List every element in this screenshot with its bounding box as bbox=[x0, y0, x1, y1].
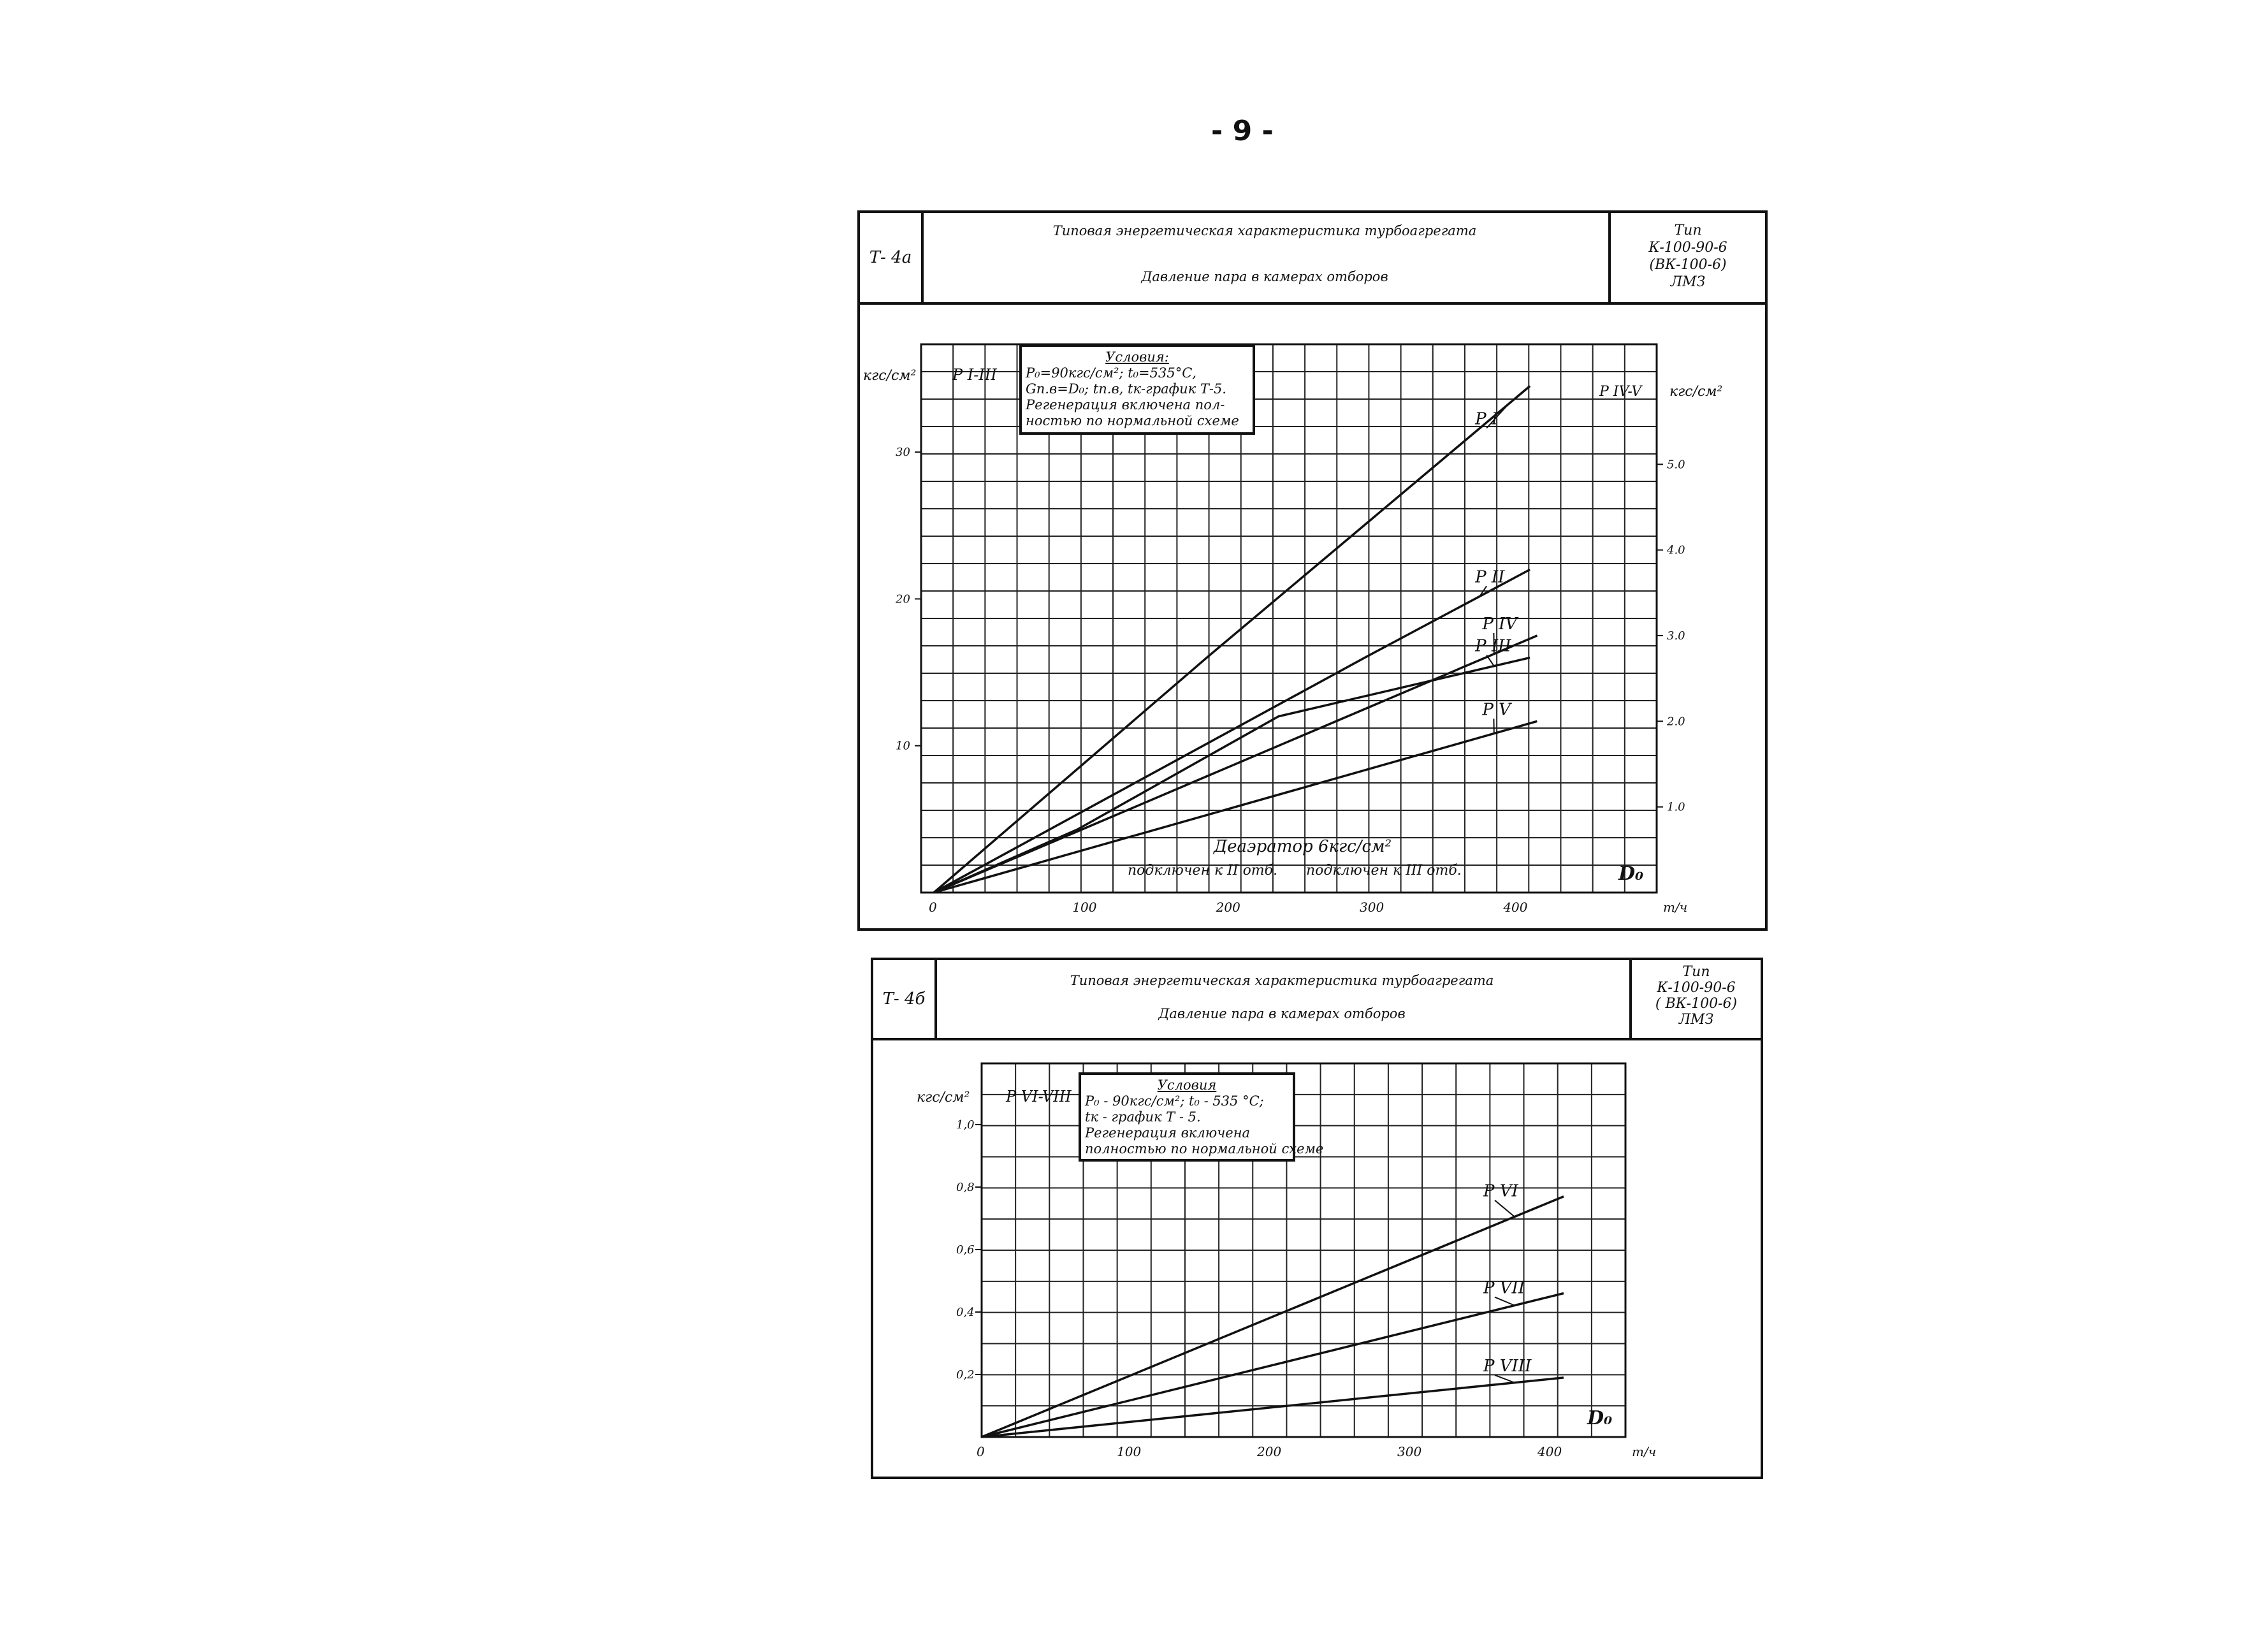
x-tick-label: 400 bbox=[1537, 1444, 1562, 1459]
conditions-heading: Условия bbox=[1157, 1077, 1217, 1093]
conditions-heading: Условия: bbox=[1105, 349, 1169, 365]
y-tick-label: 30 bbox=[896, 446, 910, 460]
right-tick-label: 2.0 bbox=[1667, 715, 1685, 729]
series-label: P I bbox=[1475, 409, 1499, 429]
series-leader bbox=[1495, 1297, 1515, 1306]
x-unit-label: т/ч bbox=[1632, 1444, 1657, 1459]
type-model: К-100-90-6 bbox=[1648, 240, 1727, 256]
sheet-title: Типовая энергетическая характеристика турбоагрегата bbox=[1070, 973, 1494, 988]
y-tick-label: 0,8 bbox=[956, 1181, 975, 1194]
y-tick-label: 10 bbox=[896, 739, 910, 753]
pressure-chart-1 bbox=[860, 213, 1765, 928]
conditions-box bbox=[1079, 1072, 1324, 1162]
right-axis-label: P IV-V bbox=[1599, 383, 1642, 400]
x-axis-label: D₀ bbox=[1587, 1407, 1613, 1429]
right-tick-label: 4.0 bbox=[1667, 543, 1685, 557]
series-line-p-viii bbox=[982, 1378, 1564, 1437]
y-tick-label: 0,4 bbox=[956, 1306, 975, 1319]
type-maker: ЛМЗ bbox=[1678, 1012, 1714, 1028]
chart-series bbox=[982, 1197, 1564, 1437]
type-maker: ЛМЗ bbox=[1670, 274, 1706, 290]
y-tick-label: 0,2 bbox=[956, 1368, 975, 1382]
x-unit-label: т/ч bbox=[1663, 900, 1688, 915]
pressure-chart-2 bbox=[873, 960, 1761, 1477]
chart-labels bbox=[1128, 404, 1518, 879]
sheet-code: Т- 4а bbox=[860, 213, 924, 302]
series-leader bbox=[1495, 1200, 1515, 1217]
x-tick-label: 300 bbox=[1360, 900, 1385, 915]
x-axis-label: D₀ bbox=[1618, 863, 1644, 885]
type-label: Тип bbox=[1674, 222, 1702, 238]
y-unit-label: кгс/см² bbox=[863, 368, 917, 384]
type-label: Тип bbox=[1682, 964, 1710, 980]
series-label: P V bbox=[1482, 700, 1511, 720]
sheet-code: Т- 4б bbox=[873, 960, 937, 1038]
x-tick-label: 0 bbox=[977, 1444, 985, 1459]
y-axis-label: P I-III bbox=[952, 366, 997, 384]
x-tick-label: 100 bbox=[1072, 900, 1097, 915]
annotation-text: подключен к III отб. bbox=[1306, 863, 1462, 879]
type-model-alt: (ВК-100-6) bbox=[1649, 257, 1727, 273]
series-leader bbox=[1495, 1375, 1515, 1383]
sheet-subtitle: Давление пара в камерах отборов bbox=[1141, 269, 1388, 284]
x-tick-label: 0 bbox=[929, 900, 937, 915]
conditions-line: полностью по нормальной схеме bbox=[1085, 1141, 1324, 1156]
conditions-line: Gп.в=D₀; tп.в, tк-график Т-5. bbox=[1026, 381, 1226, 397]
sheet-title: Типовая энергетическая характеристика турбоагрегата bbox=[1052, 223, 1477, 238]
sheet-t4a bbox=[857, 210, 1768, 931]
x-tick-label: 300 bbox=[1397, 1444, 1422, 1459]
y-tick-label: 1,0 bbox=[956, 1118, 975, 1132]
chart-series bbox=[934, 386, 1537, 893]
annotation-text: Деаэратор 6кгс/см² bbox=[1214, 837, 1392, 856]
conditions-line: tк - график Т - 5. bbox=[1085, 1109, 1201, 1125]
series-line-p-vii bbox=[982, 1294, 1564, 1437]
series-label: P VI bbox=[1483, 1181, 1518, 1201]
conditions-line: Регенерация включена пол- bbox=[1026, 397, 1225, 412]
series-label: P IV bbox=[1482, 615, 1518, 634]
annotation-text: подключен к II отб. bbox=[1128, 863, 1278, 879]
series-label: P VIII bbox=[1483, 1356, 1532, 1376]
series-line-p-iii bbox=[934, 658, 1530, 893]
sheet-t4b bbox=[871, 958, 1763, 1479]
sheet-subtitle: Давление пара в камерах отборов bbox=[1158, 1006, 1406, 1021]
conditions-line: Р₀ - 90кгс/см²; t₀ - 535 °С; bbox=[1085, 1093, 1264, 1109]
right-tick-label: 1.0 bbox=[1667, 800, 1685, 814]
right-tick-label: 5.0 bbox=[1667, 458, 1685, 472]
x-tick-label: 400 bbox=[1503, 900, 1528, 915]
x-tick-label: 200 bbox=[1216, 900, 1240, 915]
y-unit-label: кгс/см² bbox=[917, 1090, 970, 1105]
page-number: - 9 - bbox=[1211, 115, 1274, 147]
series-line-p-vi bbox=[982, 1197, 1564, 1437]
series-label: P VII bbox=[1483, 1278, 1525, 1298]
x-tick-label: 200 bbox=[1257, 1444, 1282, 1459]
y-tick-label: 0,6 bbox=[956, 1243, 975, 1257]
conditions-line: Регенерация включена bbox=[1085, 1125, 1251, 1141]
y-tick-label: 20 bbox=[896, 592, 910, 606]
type-model: К-100-90-6 bbox=[1657, 980, 1736, 996]
x-tick-label: 100 bbox=[1117, 1444, 1142, 1459]
y-axis-label: P VI-VIII bbox=[1006, 1088, 1072, 1105]
series-label: P II bbox=[1475, 567, 1505, 587]
conditions-line: Р₀=90кгс/см²; t₀=535°С, bbox=[1026, 365, 1196, 381]
series-label: P III bbox=[1475, 636, 1511, 656]
type-model-alt: ( ВК-100-6) bbox=[1655, 996, 1738, 1012]
conditions-line: ностью по нормальной схеме bbox=[1026, 413, 1239, 428]
conditions-box bbox=[1019, 344, 1255, 435]
series-line-p-i bbox=[934, 386, 1530, 893]
right-tick-label: 3.0 bbox=[1667, 629, 1685, 643]
right-unit-label: кгс/см² bbox=[1669, 383, 1723, 400]
chart-ticks bbox=[863, 366, 1722, 915]
